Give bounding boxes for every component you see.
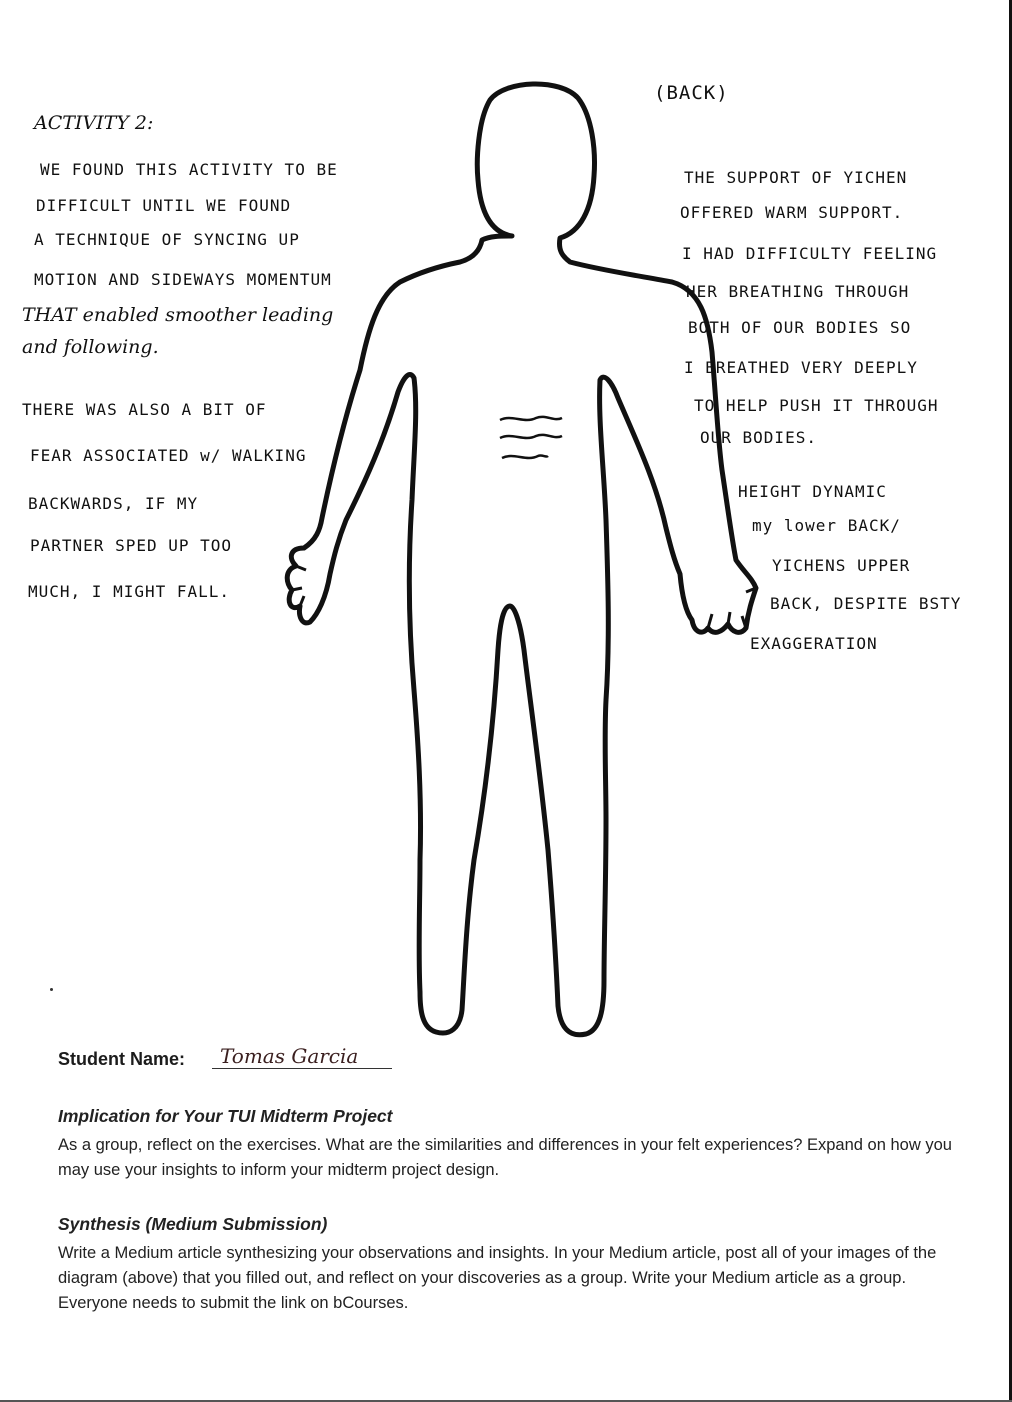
student-name-field[interactable]: Tomas Garcia bbox=[212, 1044, 392, 1069]
left-note-line: WE FOUND THIS ACTIVITY TO BE bbox=[40, 160, 338, 179]
synthesis-text: Write a Medium article synthesizing your observations and insights. In your Medium article, post all of your images of the diagram (above) that you filled out, and reflect on your discoveries as a group. Write your Medium article as a group. Everyone needs to submit the link on bCourses. bbox=[58, 1244, 937, 1312]
right-note-line: TO HELP PUSH IT THROUGH bbox=[694, 396, 939, 415]
activity-heading: ACTIVITY 2: bbox=[34, 112, 154, 134]
right-lower-note-line: my lower BACK/ bbox=[752, 516, 901, 535]
left-hand-fingers bbox=[292, 566, 306, 606]
left-note-line: MOTION AND SIDEWAYS MOMENTUM bbox=[34, 270, 332, 289]
left-note-line: BACKWARDS, IF MY bbox=[28, 494, 199, 513]
right-note-line: THE SUPPORT OF YICHEN bbox=[684, 168, 908, 187]
breath-wave-1 bbox=[500, 417, 562, 420]
student-name-label: Student Name: bbox=[58, 1049, 186, 1069]
right-lower-note-line: BACK, DESPITE BSTY bbox=[770, 594, 962, 613]
implication-section bbox=[58, 1106, 958, 1183]
right-note-line: OFFERED WARM SUPPORT. bbox=[680, 203, 904, 222]
right-lower-note-line: HEIGHT DYNAMIC bbox=[738, 482, 887, 501]
implication-heading: Implication for Your TUI Midterm Project bbox=[58, 1106, 393, 1126]
left-note-line: MUCH, I MIGHT FALL. bbox=[28, 582, 231, 601]
left-note-line: THAT enabled smoother leading bbox=[22, 304, 334, 326]
back-label: (BACK) bbox=[654, 82, 729, 104]
implication-text: As a group, reflect on the exercises. What are the similarities and differences in your felt experiences? Expand on how you may use your insights to inform your midterm project design. bbox=[58, 1136, 952, 1179]
breath-wave-3 bbox=[502, 455, 548, 458]
right-lower-note-line: YICHENS UPPER bbox=[772, 556, 911, 575]
right-lower-note-line: EXAGGERATION bbox=[750, 634, 878, 653]
right-note-line: HER BREATHING THROUGH bbox=[686, 282, 910, 301]
right-note-line: BOTH OF OUR BODIES SO bbox=[688, 318, 912, 337]
body-outline bbox=[287, 84, 756, 1035]
left-note-line: DIFFICULT UNTIL WE FOUND bbox=[36, 196, 292, 215]
right-note-line: I HAD DIFFICULTY FEELING bbox=[682, 244, 938, 263]
left-note-line: A TECHNIQUE OF SYNCING UP bbox=[34, 230, 300, 249]
right-hand-fingers bbox=[708, 588, 756, 628]
synthesis-heading: Synthesis (Medium Submission) bbox=[58, 1214, 328, 1234]
breath-wave-2 bbox=[500, 435, 562, 438]
left-note-line: THERE WAS ALSO A BIT OF bbox=[22, 400, 267, 419]
right-note-line: OUR BODIES. bbox=[700, 428, 817, 447]
right-note-line: I BREATHED VERY DEEPLY bbox=[684, 358, 918, 377]
synthesis-section bbox=[58, 1214, 958, 1316]
left-note-line: PARTNER SPED UP TOO bbox=[30, 536, 233, 555]
left-note-line: FEAR ASSOCIATED w/ WALKING bbox=[30, 446, 307, 465]
left-note-line: and following. bbox=[22, 336, 159, 358]
stray-dot bbox=[50, 988, 53, 991]
